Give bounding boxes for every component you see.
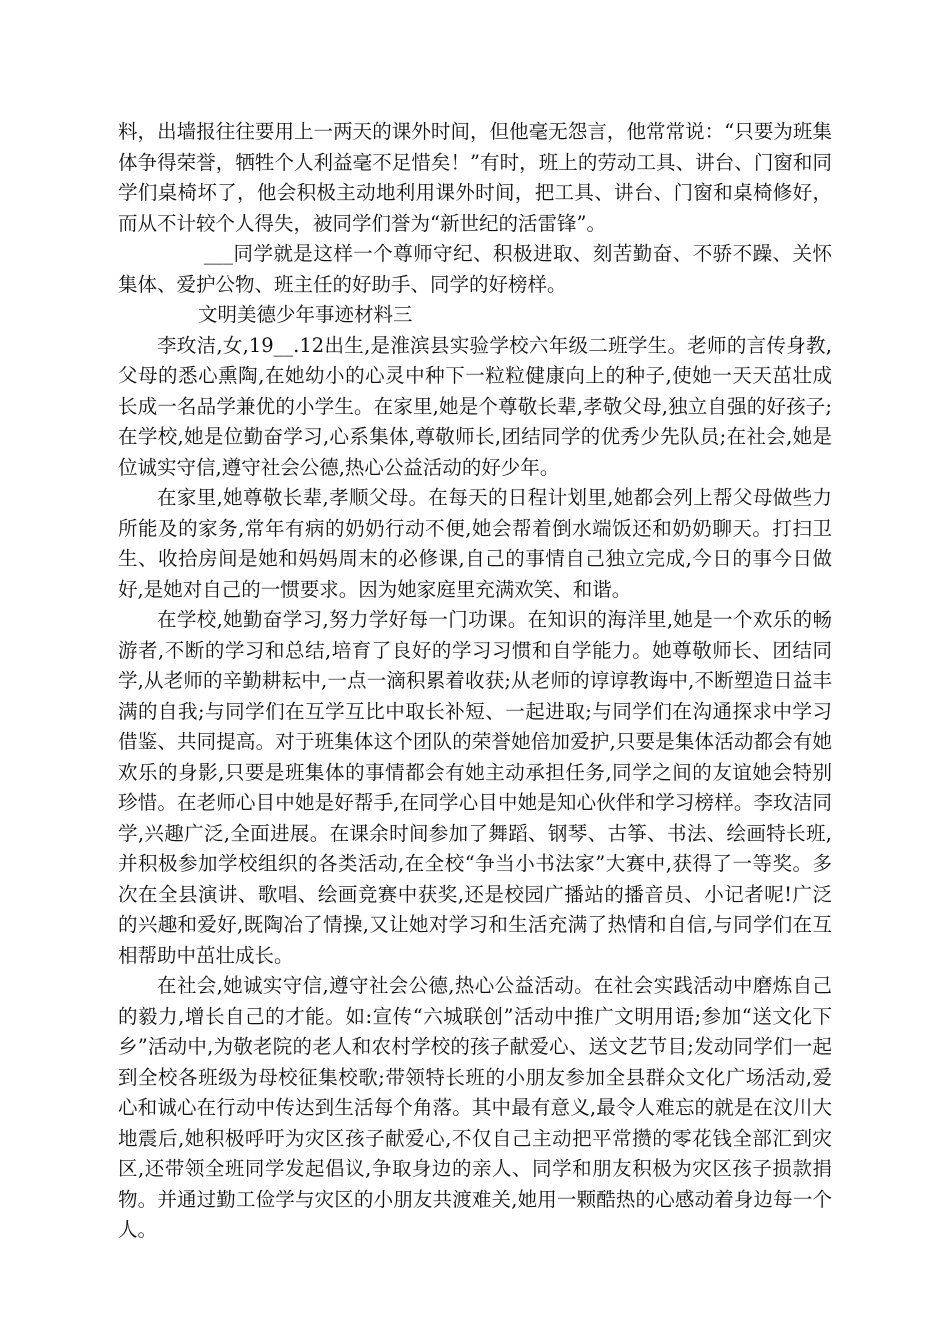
paragraph-continuation: 料，出墙报往往要用上一两天的课外时间，但他毫无怨言，他常常说：“只要为班集体争得荣誉，牺牲个人利益毫不足惜矣！”有时，班上的劳动工具、讲台、门窗和同学们桌椅坏了，他会积极主动地利用课外时间，把工具、讲台、门窗和桌椅修好，而从不计较个人得失，被同学们誉为“新世纪的活雷锋”。: [118, 120, 832, 235]
paragraph-summary: ___同学就是这样一个尊师守纪、积极进取、刻苦勤奋、不骄不躁、关怀集体、爱护公物、班主任的好助手、同学的好榜样。: [118, 242, 832, 296]
paragraph-school: 在学校,她勤奋学习,努力学好每一门功课。在知识的海洋里,她是一个欢乐的畅游者,不断的学习和总结,培育了良好的学习习惯和自学能力。她尊敬师长、团结同学,从老师的辛勤耕耘中,一点一滴积累着收获;从老师的谆谆教诲中,不断塑造日益丰满的自我;与同学们在互学互比中取长补短、一起进取;与同学们在沟通探求中学习借鉴、共同提高。对于班集体这个团队的荣誉她倍加爱护,只要是集体活动都会有她欢乐的身影,只要是班集体的事情都会有她主动承担任务,同学之间的友谊她会特别珍惜。在老师心目中她是好帮手,在同学心目中她是知心伙伴和学习榜样。李玫洁同学,兴趣广泛,全面进展。在课余时间参加了舞蹈、钢琴、古筝、书法、绘画特长班,并积极参加学校组织的各类活动,在全校“争当小书法家”大赛中,获得了一等奖。多次在全县演讲、歌唱、绘画竞赛中获奖,还是校园广播站的播音员、小记者呢!广泛的兴趣和爱好,既陶冶了情操,又让她对学习和生活充满了热情和自信,与同学们在互相帮助中茁壮成长。: [118, 608, 832, 967]
paragraph-society: 在社会,她诚实守信,遵守社会公德,热心公益活动。在社会实践活动中磨炼自己的毅力,增长自己的才能。如:宣传“六城联创”活动中推广文明用语;参加“送文化下乡”活动中,为敬老院的老人和农村学校的孩子献爱心、送文艺节目;发动同学们一起到全校各班级为母校征集校歌;带领特长班的小朋友参加全县群众文化广场活动,爱心和诚心在行动中传达到生活每个角落。其中最有意义,最令人难忘的就是在汶川大地震后,她积极呼吁为灾区孩子献爱心,不仅自己主动把平常攒的零花钱全部汇到灾区,还带领全班同学发起倡议,争取身边的亲人、同学和朋友积极为灾区孩子损款捐物。并通过勤工俭学与灾区的小朋友共渡难关,她用一颗酷热的心感动着身边每一个人。: [118, 974, 832, 1241]
document-page: [118, 117, 832, 1246]
paragraph-intro: 李玫洁,女,19__.12出生,是淮滨县实验学校六年级二班学生。老师的言传身教,父母的悉心熏陶,在她幼小的心灵中种下一粒粒健康向上的种子,使她一天天茁壮成长成一名品学兼优的小学生。在家里,她是个尊敬长辈,孝敬父母,独立自强的好孩子;在学校,她是位勤奋学习,心系集体,尊敬师长,团结同学的优秀少先队员;在社会,她是位诚实守信,遵守社会公德,热心公益活动的好少年。: [118, 333, 832, 479]
paragraph-home: 在家里,她尊敬长辈,孝顺父母。在每天的日程计划里,她都会列上帮父母做些力所能及的家务,常年有病的奶奶行动不便,她会帮着倒水端饭还和奶奶聊天。打扫卫生、收拾房间是她和妈妈周末的必修课,自己的事情自己独立完成,今日的事今日做好,是她对自己的一惯要求。因为她家庭里充满欢笑、和谐。: [118, 486, 832, 601]
section-title: 文明美德少年事迹材料三: [197, 303, 413, 326]
